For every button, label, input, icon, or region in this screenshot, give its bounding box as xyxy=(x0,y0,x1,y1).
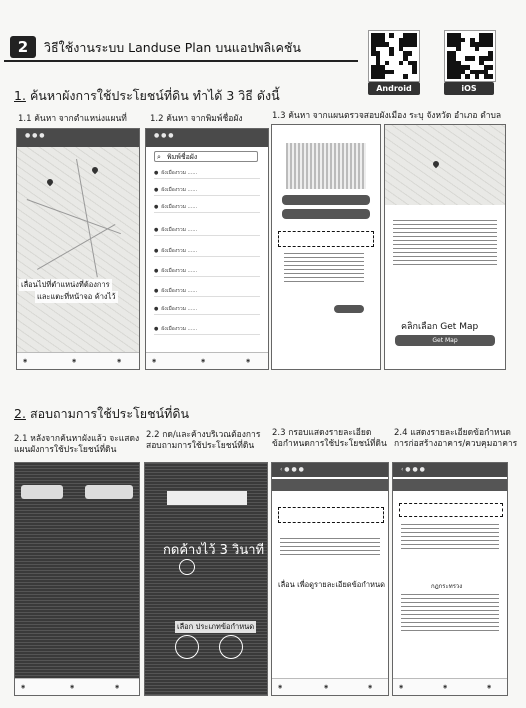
list-item[interactable]: ● ผังเมืองรวม ...... xyxy=(154,226,260,236)
qr-module xyxy=(408,51,413,56)
bottom-nav[interactable]: ◉ ◉ ◉ xyxy=(272,678,388,695)
qr-module xyxy=(385,61,390,66)
qr-module xyxy=(465,74,470,79)
qr-module xyxy=(488,56,493,61)
qr-module xyxy=(456,47,461,52)
tap-target-icon xyxy=(179,559,195,575)
step-2-3-label-1: 2.3 กรอบแสดงรายละเอียด xyxy=(272,428,372,438)
list-item[interactable]: ● ผังเมืองรวม ...... xyxy=(154,203,260,213)
screenshot-regulation-detail: ‹ ● ● ● เลื่อน เพื่อดูรายละเอียดข้อกำหนด ◉ ◉ ◉ xyxy=(271,462,389,696)
android-store-label[interactable]: Android xyxy=(368,82,420,95)
list-item[interactable]: ● ผังเมืองรวม ...... xyxy=(154,287,260,297)
list-item[interactable]: ● ผังเมืองรวม ...... xyxy=(154,267,260,277)
qr-module xyxy=(461,38,466,43)
qr-module xyxy=(412,42,417,47)
screenshot-province-form xyxy=(271,124,381,370)
get-map-button[interactable]: Get Map xyxy=(395,335,495,346)
layer-chip[interactable] xyxy=(21,485,63,499)
toggle[interactable] xyxy=(334,305,364,313)
qr-module xyxy=(488,74,493,79)
type-option-icon[interactable] xyxy=(175,635,199,659)
section-1-title: 1. ค้นหาผังการใช้ประโยชน์ที่ดิน ทำได้ 3 วิธี ดังนี้ xyxy=(14,88,280,103)
screenshot-land-use-map xyxy=(14,462,140,696)
qr-module xyxy=(488,42,493,47)
bottom-nav[interactable]: ◉ ◉ ◉ xyxy=(393,678,507,695)
bottom-nav[interactable]: ◉ ◉ ◉ xyxy=(15,678,139,695)
step-2-3-label-2: ข้อกำหนดการใช้ประโยชน์ที่ดิน xyxy=(272,439,387,449)
step-2-2-label-1: 2.2 กด/และค้างบริเวณต้องการ xyxy=(146,430,261,440)
regulation-text xyxy=(401,521,499,552)
menu-button[interactable] xyxy=(282,195,370,205)
list-item[interactable]: ● ผังเมืองรวม ...... xyxy=(154,186,260,196)
qr-module xyxy=(380,74,385,79)
step-2-4-label-1: 2.4 แสดงรายละเอียดข้อกำหนด xyxy=(394,428,511,438)
ios-store-label[interactable]: iOS xyxy=(444,82,494,95)
section-2-title: 2. สอบถามการใช้ประโยชน์ที่ดิน xyxy=(14,406,190,421)
qr-module xyxy=(399,61,404,66)
step-1-3-label: 1.3 ค้นหา จากแผนตรวจสอบผังเมือง ระบุ จังหวัด อำเภอ ตำบล xyxy=(272,111,502,121)
step-2-2-label-2: สอบถามการใช้ประโยชน์ที่ดิน xyxy=(146,441,255,451)
legend-box xyxy=(167,491,247,505)
qr-module xyxy=(389,33,394,38)
menu-button[interactable] xyxy=(282,209,370,219)
step-badge: 2 xyxy=(10,36,36,58)
step-1-2-label: 1.2 ค้นหา จากพิมพ์ชื่อผัง xyxy=(150,114,243,124)
qr-module xyxy=(488,65,493,70)
scroll-hint: เลื่อน เพื่อดูรายละเอียดข้อกำหนด xyxy=(278,580,385,589)
highlight-box xyxy=(399,503,503,517)
form-rows xyxy=(284,250,364,285)
screenshot-get-map xyxy=(384,124,506,370)
app-logo xyxy=(286,143,366,189)
regulation-text xyxy=(280,535,380,558)
list-item[interactable]: ● ผังเมืองรวม ...... xyxy=(154,305,260,315)
zone-bar xyxy=(272,479,388,491)
screenshot-name-search: ● ● ● ⌕ พิมพ์ชื่อผัง ● ผังเมืองรวม ...... ● ผังเมืองรวม ...... ● ผังเมืองรวม ...... ● ผังเมืองรวม ...... ● ผังเมืองรวม ...... ● ผังเมืองรวม ...... ● ผังเมืองรวม ...... ● ผังเมืองรวม ...... ● ผังเมืองรวม ...... ◉ ◉ ◉ xyxy=(145,128,269,370)
bottom-nav[interactable]: ◉ ◉ ◉ xyxy=(146,352,268,369)
type-option-icon[interactable] xyxy=(219,635,243,659)
get-map-hint: คลิกเลือก Get Map xyxy=(399,319,480,333)
step-1-1-label: 1.1 ค้นหา จากตำแหน่งแผนที่ xyxy=(18,114,127,124)
qr-module xyxy=(389,70,394,75)
step-2-4-label-2: การก่อสร้างอาคาร/ควบคุมอาคาร xyxy=(394,439,518,449)
map-hint-line-2: และแตะที่หน้าจอ ค้างไว้ xyxy=(37,292,116,301)
choose-type-hint: เลือก ประเภทข้อกำหนด xyxy=(177,622,255,631)
screenshot-building-regulation: ‹ ● ● ● กฎกระทรวง ◉ ◉ ◉ xyxy=(392,462,508,696)
screenshot-map-search: ● ● ● เลื่อนไปที่ตำแหน่งที่ต้องการ และแตะที่หน้าจอ ค้างไว้ ◉ ◉ ◉ xyxy=(16,128,140,370)
long-press-hint: กดค้างไว้ 3 วินาที xyxy=(163,543,265,558)
page-title: วิธีใช้งานระบบ Landuse Plan บนแอปพลิเคชัน xyxy=(44,40,301,55)
highlight-box xyxy=(278,507,384,523)
layer-chip[interactable] xyxy=(85,485,133,499)
plan-search-input[interactable]: ⌕ พิมพ์ชื่อผัง xyxy=(154,151,258,162)
qr-module xyxy=(456,74,461,79)
map-hint-line-1: เลื่อนไปที่ตำแหน่งที่ต้องการ xyxy=(21,280,110,289)
section-header xyxy=(4,36,358,62)
list-item[interactable]: ● ผังเมืองรวม ...... xyxy=(154,169,260,179)
qr-module xyxy=(412,70,417,75)
bottom-nav[interactable]: ◉ ◉ ◉ xyxy=(17,352,139,369)
regulation-subheading: กฎกระทรวง xyxy=(431,583,463,590)
qr-module xyxy=(475,47,480,52)
step-2-1-label-2: แผนผังการใช้ประโยชน์ที่ดิน xyxy=(14,445,117,455)
regulation-text xyxy=(401,591,499,634)
form-rows xyxy=(393,217,497,268)
qr-module xyxy=(389,51,394,56)
qr-module xyxy=(470,56,475,61)
list-item[interactable]: ● ผังเมืองรวม ...... xyxy=(154,325,260,335)
zone-bar xyxy=(393,479,507,491)
qr-module xyxy=(403,74,408,79)
qr-module xyxy=(475,74,480,79)
list-item[interactable]: ● ผังเมืองรวม ...... xyxy=(154,247,260,257)
screenshot-long-press xyxy=(144,462,268,696)
ios-qr-code[interactable] xyxy=(444,30,496,82)
android-qr-code[interactable] xyxy=(368,30,420,82)
search-icon: ⌕ xyxy=(157,153,161,161)
highlight-box xyxy=(278,231,374,247)
step-2-1-label-1: 2.1 หลังจากค้นหาผังแล้ว จะแสดง xyxy=(14,434,140,444)
